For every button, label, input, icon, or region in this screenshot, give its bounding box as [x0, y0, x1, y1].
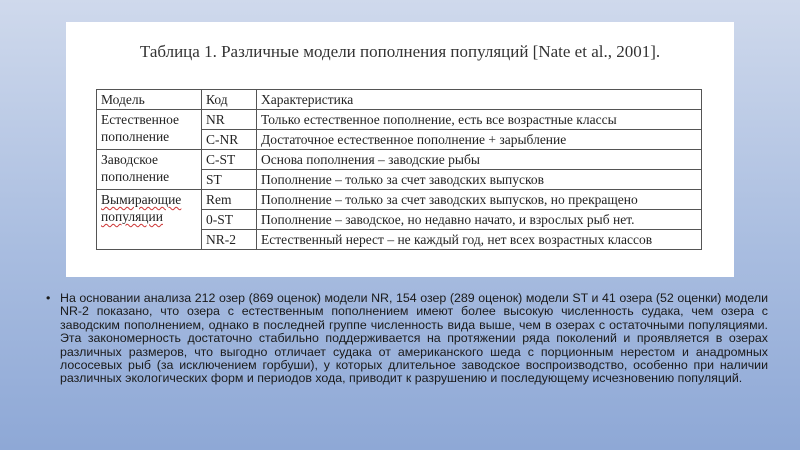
- model-line: Вымирающие: [101, 192, 182, 207]
- header-code: Код: [202, 90, 257, 110]
- model-line: Заводское: [101, 152, 159, 167]
- table-row: [97, 190, 702, 210]
- model-line: пополнение: [101, 169, 170, 184]
- models-table: [96, 89, 702, 250]
- bullet-icon: •: [46, 291, 51, 305]
- description-cell: Достаточное естественное пополнение + зарыбление: [257, 130, 702, 150]
- header-model: Модель: [97, 90, 202, 110]
- model-line: пополнение: [101, 129, 170, 144]
- model-cell-natural: [97, 110, 202, 150]
- body-paragraph: [46, 291, 768, 386]
- code-cell: NR: [202, 110, 257, 130]
- code-cell: Rem: [202, 190, 257, 210]
- description-cell: Только естественное пополнение, есть все возрастные классы: [257, 110, 702, 130]
- table-card: [66, 22, 734, 277]
- description-cell: Основа пополнения – заводские рыбы: [257, 150, 702, 170]
- description-cell: Пополнение – только за счет заводских выпусков, но прекращено: [257, 190, 702, 210]
- table-header-row: [97, 90, 702, 110]
- code-cell: C-ST: [202, 150, 257, 170]
- code-cell: NR-2: [202, 230, 257, 250]
- description-cell: Пополнение – только за счет заводских выпусков: [257, 170, 702, 190]
- body-text: На основании анализа 212 озер (869 оценок) модели NR, 154 озер (289 оценок) модели ST и 41 озера (52 оценки) модели NR-2 показано, что озера с естественным пополнением имеют более высокую численность судака, чем озера с заводским пополнением, однако в последней группе численность вида выше, чем в озерах с остаточными популяциями. Эта закономерность достаточно стабильно поддерживается на протяжении ряда поколений и проявляется в озерах различных размеров, что выгодно отличает судака от американского шеда с порционным нерестом и анадромных лососевых рыб (за исключением горбуши), у которых длительное заводское воспроизводство, особенно при наличии различных экологических форм и периодов хода, приводит к разрушению и последующему исчезновению популяций.: [60, 291, 768, 386]
- table-row: [97, 110, 702, 130]
- table-title: Таблица 1. Различные модели пополнения популяций [Nate et al., 2001].: [139, 42, 661, 61]
- header-description: Характеристика: [257, 90, 702, 110]
- model-cell-declining: [97, 190, 202, 250]
- description-cell: Пополнение – заводское, но недавно начато, и взрослых рыб нет.: [257, 210, 702, 230]
- code-cell: ST: [202, 170, 257, 190]
- model-cell-hatchery: [97, 150, 202, 190]
- code-cell: 0-ST: [202, 210, 257, 230]
- code-cell: C-NR: [202, 130, 257, 150]
- model-line: Естественное: [101, 112, 180, 127]
- description-cell: Естественный нерест – не каждый год, нет всех возрастных классов: [257, 230, 702, 250]
- table-row: [97, 150, 702, 170]
- model-line: популяции: [101, 209, 163, 224]
